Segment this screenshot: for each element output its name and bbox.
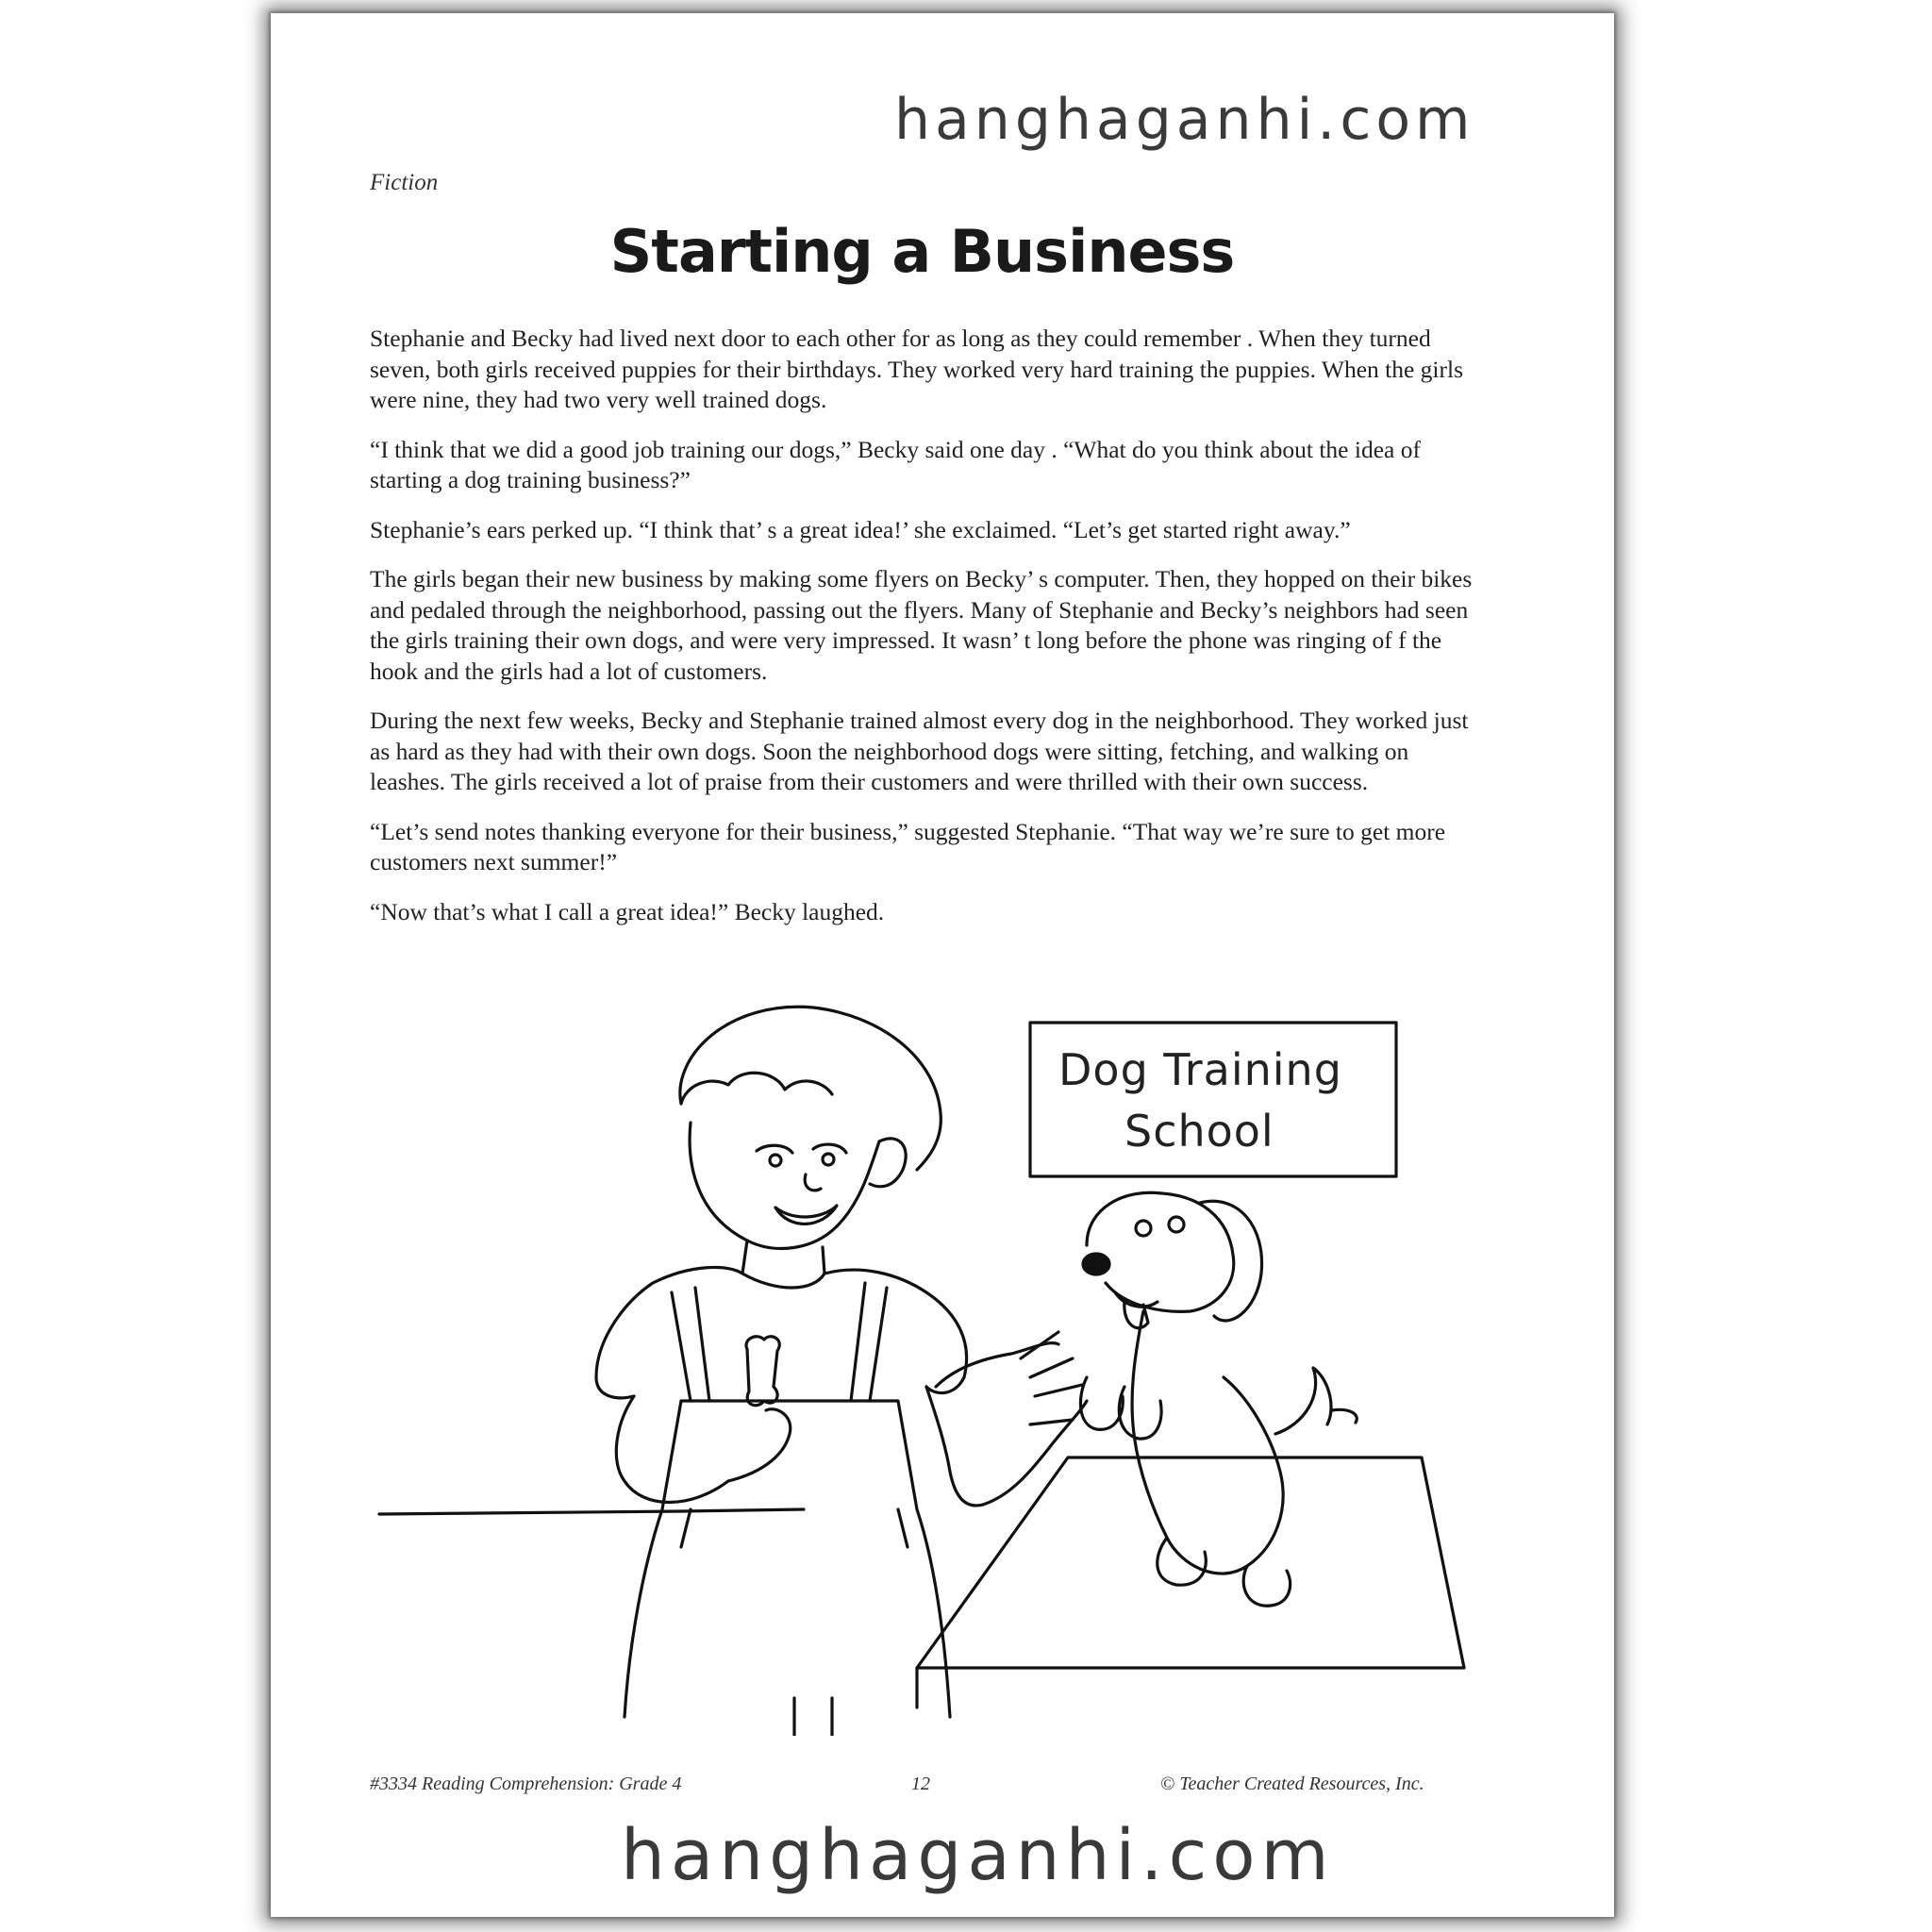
story-paragraph: During the next few weeks, Becky and Stephanie trained almost every dog in the neighborhood. They worked just as hard as they had with their own dogs. Soon the neighborhood dogs were sitting, fetching, and walking on leashes. The girls received a lot of praise from their customers and were thrilled with their own success.: [370, 707, 1469, 795]
watermark-top: hanghaganhi.com: [894, 87, 1475, 153]
story-paragraph: The girls began their new business by making some flyers on Becky’ s computer. Then, they hopped on their bikes and pedaled through the neighborhood, passing out the flyers. Many of Stephanie and Becky’s neighbors had seen the girls training their own dogs, and were very impressed. It wasn’ t long before the phone was ringing of f the hook and the girls had a lot of customers.: [370, 565, 1473, 685]
story-paragraph: “Now that’s what I call a great idea!” Becky laughed.: [370, 897, 885, 925]
footer-copyright: © Teacher Created Resources, Inc.: [1160, 1774, 1424, 1794]
story-paragraph: Stephanie’s ears perked up. “I think that’ s a great idea!’ she exclaimed. “Let’s get started right away.”: [370, 515, 1351, 543]
story-paragraph: “I think that we did a good job training our dogs,” Becky said one day . “What do you think about the idea of starting a dog training business?”: [370, 435, 1421, 493]
story-body: [370, 324, 1474, 946]
genre-label: Fiction: [370, 170, 439, 195]
page-title: Starting a Business: [609, 217, 1235, 286]
story-paragraph: Stephanie and Becky had lived next door to each other for as long as they could remember . When they turned seven, both girls received puppies for their birthdays. They worked very hard training the puppies. When the girls were nine, they had two very well trained dogs.: [370, 325, 1464, 413]
story-paragraph: “Let’s send notes thanking everyone for their business,” suggested Stephanie. “That way we’re sure to get more customers next summer!”: [370, 817, 1446, 875]
girl-and-dog-illustration: [370, 981, 1474, 1736]
dog-tail: [1275, 1368, 1357, 1434]
counter-line: [379, 1511, 681, 1514]
sign-line-1: Dog Training: [1058, 1044, 1342, 1095]
dog-bone: [746, 1337, 779, 1406]
girl-apron: [625, 1401, 950, 1717]
dog-body: [1132, 1311, 1283, 1574]
dog-ear: [1200, 1201, 1262, 1321]
footer-book-title: #3334 Reading Comprehension: Grade 4: [370, 1774, 682, 1794]
footer-page-number: 12: [911, 1774, 930, 1794]
girl-face: [690, 1123, 879, 1248]
dog-head: [1087, 1192, 1234, 1311]
sign-line-2: School: [1124, 1106, 1274, 1157]
girl-hand: [936, 1332, 1087, 1505]
watermark-bottom: hanghaganhi.com: [621, 1815, 1335, 1896]
girl-shirt: [596, 1267, 967, 1397]
